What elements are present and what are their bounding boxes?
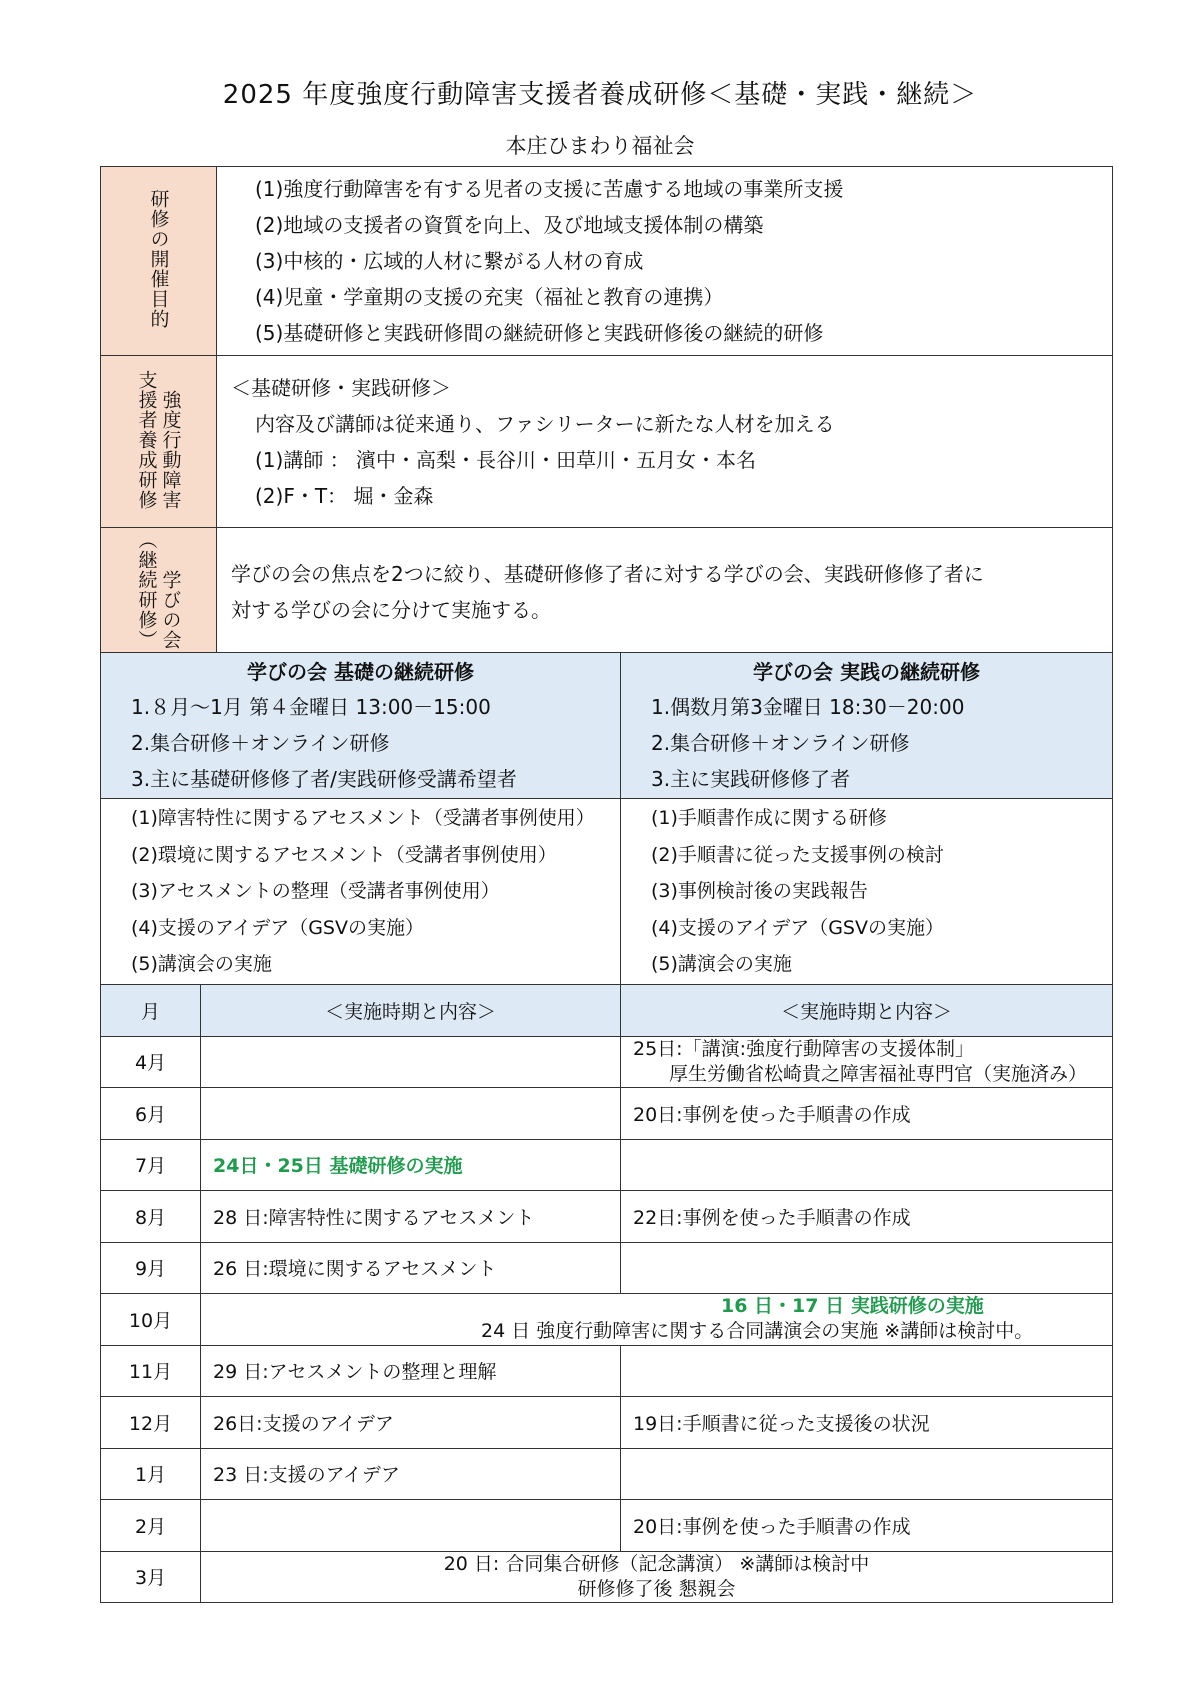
purpose-content: [217, 167, 1113, 356]
training-line: (1)講師 ： 濱中・高梨・長谷川・田草川・五月女・本名: [255, 447, 757, 472]
learning-line: 学びの会の焦点を2つに絞り、基礎研修修了者に対する学びの会、実践研修修了者に: [231, 562, 984, 586]
learning-line: 対する学びの会に分けて実施する。: [231, 598, 551, 622]
schedule-row: [101, 1500, 1113, 1552]
practice-schedule-cell: [621, 1345, 1113, 1397]
basic-schedule-cell: [201, 1088, 621, 1140]
course-comparison-table: [100, 652, 1113, 985]
training-content: [217, 356, 1113, 528]
purpose-label: 研修の開催目的: [147, 189, 170, 329]
practice-schedule-line: 25日:「講演:強度行動障害の支援体制」: [633, 1037, 974, 1060]
practice-course-title: 学びの会 実践の継続研修: [753, 659, 980, 684]
learning-label-col1: （継続研修）: [135, 530, 158, 650]
page-title: 2025 年度強度行動障害支援者養成研修＜基礎・実践・継続＞: [222, 80, 978, 110]
practice-info-line: 1.偶数月第3金曜日 18:30－20:00: [651, 694, 965, 719]
basic-topic: (3)アセスメントの整理（受講者事例使用）: [131, 880, 500, 903]
month-header: 月: [101, 985, 201, 1037]
practice-topic: (5)講演会の実施: [651, 953, 792, 976]
purpose-row: [101, 167, 1113, 356]
basic-schedule-header: ＜実施時期と内容＞: [201, 985, 621, 1037]
basic-topic: (5)講演会の実施: [131, 953, 272, 976]
schedule-row: [101, 1397, 1113, 1449]
practice-schedule-cell: 20日:事例を使った手順書の作成: [621, 1088, 1113, 1140]
basic-schedule-cell: [201, 1500, 621, 1552]
schedule-row: [101, 1294, 1113, 1346]
practice-schedule-cell: [621, 1448, 1113, 1500]
month-cell: 10月: [101, 1294, 201, 1346]
purpose-item: (2)地域の支援者の資質を向上、及び地域支援体制の構築: [255, 213, 764, 237]
learning-row: [101, 528, 1113, 657]
practice-schedule-line: 厚生労働省松崎貴之障害福祉専門官（実施済み）: [669, 1062, 1088, 1085]
schedule-table: [100, 984, 1113, 1603]
training-label-col2: 強度行動障害: [159, 389, 182, 510]
basic-topic: (1)障害特性に関するアセスメント（受講者事例使用）: [131, 807, 595, 830]
basic-schedule-cell: 26日:支援のアイデア: [201, 1397, 621, 1449]
basic-info-line: 1.８月～1月 第４金曜日 13:00－15:00: [131, 694, 491, 719]
training-line: 内容及び講師は従来通り、ファシリーターに新たな人材を加える: [255, 411, 835, 436]
basic-topic: (4)支援のアイデア（GSVの実施）: [131, 916, 424, 939]
month-cell: 9月: [101, 1242, 201, 1294]
learning-label-cell: [101, 528, 217, 657]
month-cell: 3月: [101, 1551, 201, 1603]
practice-schedule-cell: 19日:手順書に従った支援後の状況: [621, 1397, 1113, 1449]
purpose-label-cell: [101, 167, 217, 356]
month-cell: 6月: [101, 1088, 201, 1140]
organization-name: 本庄ひまわり福祉会: [505, 134, 695, 158]
basic-topics-cell: [101, 799, 621, 985]
overview-table: [100, 166, 1113, 657]
training-label-cell: [101, 356, 217, 528]
basic-info-line: 2.集合研修＋オンライン研修: [131, 730, 390, 755]
learning-label-col2: 学びの会: [159, 570, 182, 650]
basic-schedule-cell: [201, 1036, 621, 1088]
purpose-item: (5)基礎研修と実践研修間の継続研修と実践研修後の継続的研修: [255, 321, 824, 345]
schedule-header-row: [101, 985, 1113, 1037]
joint-schedule-line: 研修修了後 懇親会: [577, 1577, 736, 1600]
month-cell: 4月: [101, 1036, 201, 1088]
basic-info-cell: [101, 653, 621, 799]
basic-schedule-cell: 28 日:障害特性に関するアセスメント: [201, 1191, 621, 1243]
course-topics-row: [101, 799, 1113, 985]
course-info-row: [101, 653, 1113, 799]
practice-schedule-cell: 20日:事例を使った手順書の作成: [621, 1500, 1113, 1552]
basic-schedule-cell: 29 日:アセスメントの整理と理解: [201, 1345, 621, 1397]
month-cell: 8月: [101, 1191, 201, 1243]
practice-schedule-cell: [621, 1036, 1113, 1088]
month-cell: 11月: [101, 1345, 201, 1397]
joint-schedule-line: 24 日 強度行動障害に関する合同講演会の実施 ※講師は検討中。: [481, 1320, 1034, 1343]
schedule-row: [101, 1139, 1113, 1191]
purpose-item: (4)児童・学童期の支援の充実（福祉と教育の連携）: [255, 285, 724, 309]
practice-info-line: 3.主に実践研修修了者: [651, 766, 851, 791]
purpose-item: (1)強度行動障害を有する児者の支援に苦慮する地域の事業所支援: [255, 177, 844, 201]
basic-course-title: 学びの会 基礎の継続研修: [247, 659, 474, 684]
practice-info-line: 2.集合研修＋オンライン研修: [651, 730, 910, 755]
practice-topic: (2)手順書に従った支援事例の検討: [651, 843, 944, 866]
schedule-row: [101, 1551, 1113, 1603]
practice-topic: (1)手順書作成に関する研修: [651, 807, 887, 830]
learning-content: [217, 528, 1113, 657]
joint-schedule-cell: [201, 1551, 1113, 1603]
practice-schedule-header: ＜実施時期と内容＞: [621, 985, 1113, 1037]
practice-topic: (4)支援のアイデア（GSVの実施）: [651, 916, 944, 939]
practice-info-cell: [621, 653, 1113, 799]
basic-topic: (2)環境に関するアセスメント（受講者事例使用）: [131, 843, 557, 866]
month-cell: 12月: [101, 1397, 201, 1449]
basic-schedule-cell: 26 日:環境に関するアセスメント: [201, 1242, 621, 1294]
training-row: [101, 356, 1113, 528]
practice-topics-cell: [621, 799, 1113, 985]
basic-info-line: 3.主に基礎研修修了者/実践研修受講希望者: [131, 766, 517, 791]
basic-schedule-cell: 23 日:支援のアイデア: [201, 1448, 621, 1500]
training-line: (2)F・T： 堀・金森: [255, 483, 434, 508]
month-cell: 1月: [101, 1448, 201, 1500]
joint-schedule-line: 16 日・17 日 実践研修の実施: [721, 1295, 984, 1318]
practice-schedule-cell: [621, 1139, 1113, 1191]
month-cell: 7月: [101, 1139, 201, 1191]
training-heading: ＜基礎研修・実践研修＞: [231, 375, 451, 400]
schedule-row: [101, 1088, 1113, 1140]
training-label-col1: 支援者養成研修: [135, 369, 158, 510]
schedule-row: [101, 1191, 1113, 1243]
practice-schedule-cell: 22日:事例を使った手順書の作成: [621, 1191, 1113, 1243]
joint-schedule-line: 20 日: 合同集合研修（記念講演） ※講師は検討中: [443, 1552, 870, 1575]
schedule-row: [101, 1242, 1113, 1294]
purpose-item: (3)中核的・広域的人材に繋がる人材の育成: [255, 249, 644, 273]
schedule-row: [101, 1345, 1113, 1397]
practice-schedule-cell: [621, 1242, 1113, 1294]
joint-schedule-cell: [201, 1294, 1113, 1346]
basic-schedule-cell: 24日・25日 基礎研修の実施: [201, 1139, 621, 1191]
schedule-row: [101, 1448, 1113, 1500]
month-cell: 2月: [101, 1500, 201, 1552]
schedule-row: [101, 1036, 1113, 1088]
practice-topic: (3)事例検討後の実践報告: [651, 880, 868, 903]
